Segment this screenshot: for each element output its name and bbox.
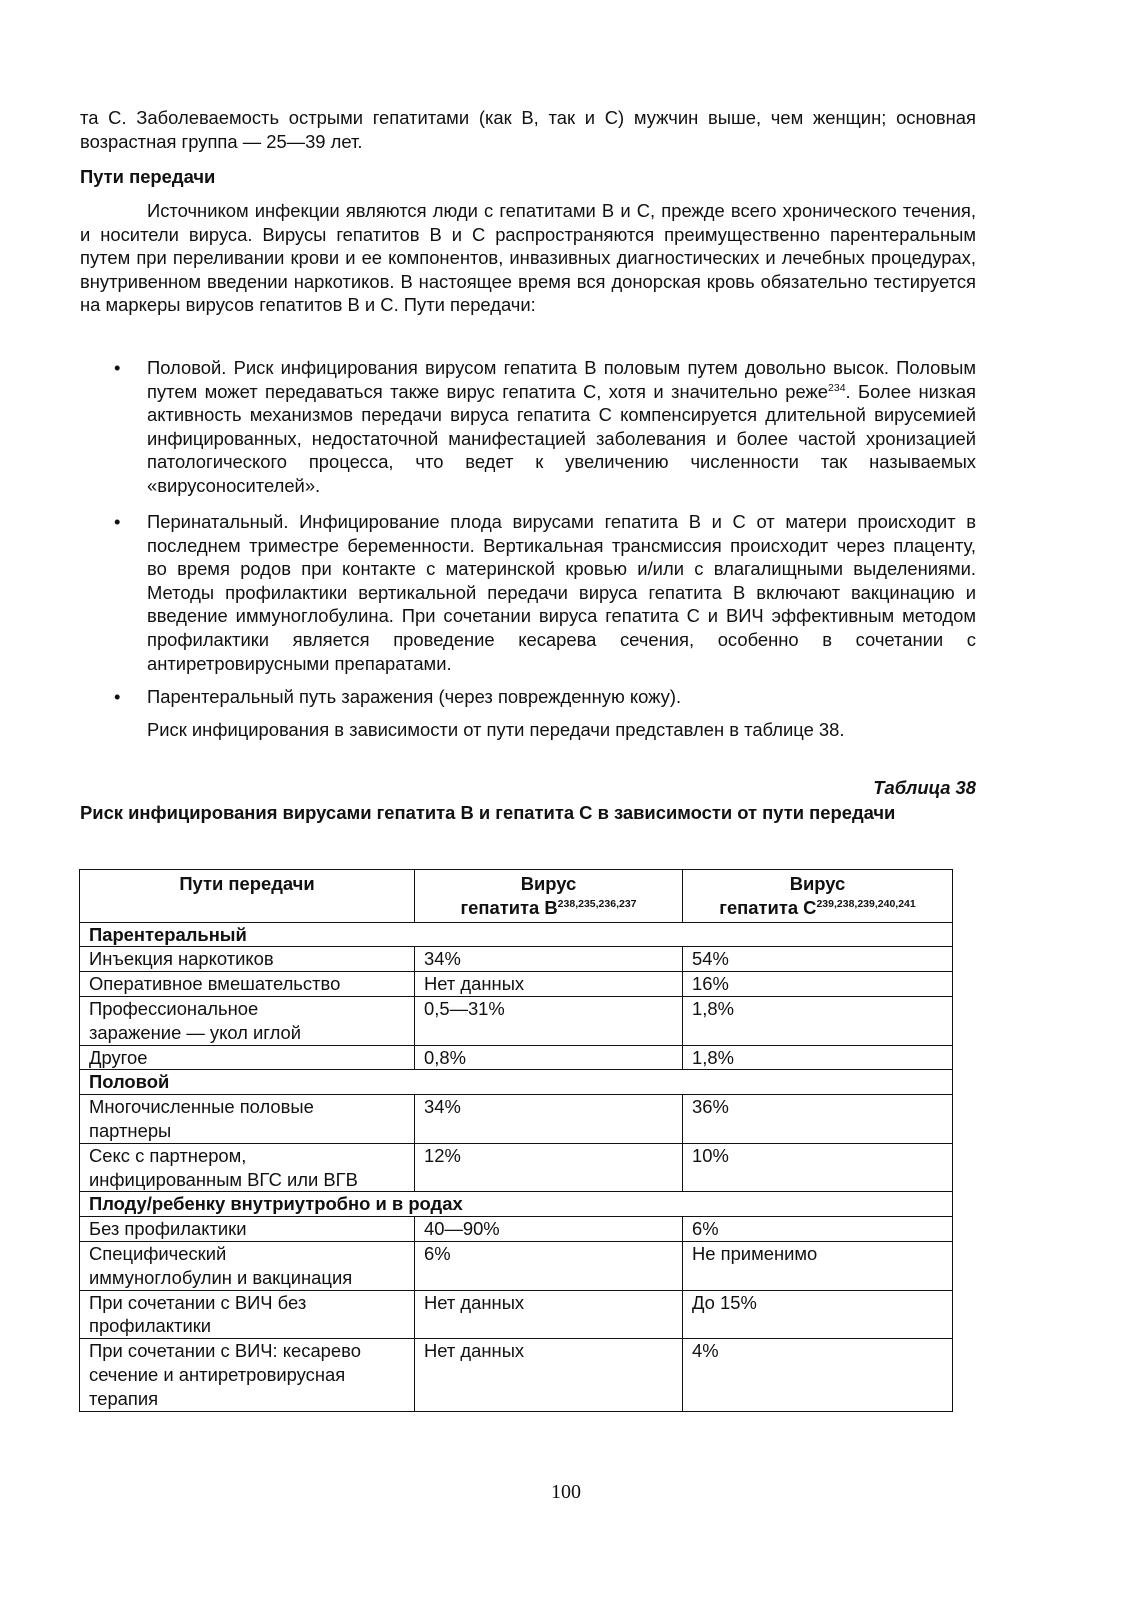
header-route-label: Пути передачи [179, 873, 315, 894]
bullet-item-parenteral [114, 685, 976, 709]
bullet-dot: • [114, 686, 121, 707]
table-row [80, 1217, 953, 1242]
route-cell: Специфический иммуноглобулин и вакцинация [80, 1241, 415, 1290]
section-heading: Пути передачи [80, 166, 216, 187]
route-cell: При сочетании с ВИЧ без профилактики [80, 1290, 415, 1339]
route-cell: Профессиональное заражение — укол иглой [80, 996, 415, 1045]
hbv-risk-cell: 0,8% [415, 1045, 683, 1070]
table-title: Риск инфицирования вирусами гепатита В и гепатита С в зависимости от пути передачи [80, 802, 896, 823]
table-group-row [80, 922, 953, 947]
table-row [80, 947, 953, 972]
risk-table [79, 869, 953, 1412]
table-body [80, 922, 953, 1411]
hbv-risk-cell: Нет данных [415, 1290, 683, 1339]
hcv-risk-cell: До 15% [683, 1290, 953, 1339]
hbv-risk-cell: Нет данных [415, 1339, 683, 1411]
route-cell: Оперативное вмешательство [80, 972, 415, 997]
hbv-risk-cell: 12% [415, 1143, 683, 1192]
hcv-risk-cell: 1,8% [683, 996, 953, 1045]
bullet-item-perinatal [114, 510, 976, 675]
bullet-text: Перинатальный. Инфицирование плода вирусами гепатита В и С от матери происходит в последнем триместре беременности. Вертикальная трансмиссия происходит через плаценту, во время родов при контакте с материнской кровью и/или с влагалищными выделениями. Методы профилактики вертикальной передачи вируса гепатита В включают вакцинацию и введение иммуноглобулина. При сочетании вируса гепатита С и ВИЧ эффективным методом профилактики является проведение кесарева сечения, особенно в сочетании с антиретровирусными препаратами. [147, 511, 976, 674]
table-group-row [80, 1192, 953, 1217]
bullet-text: Парентеральный путь заражения (через поврежденную кожу). [147, 686, 682, 707]
header-hbv-line2: гепатита В [460, 896, 558, 918]
route-cell: Инъекция наркотиков [80, 947, 415, 972]
table-row [80, 1095, 953, 1144]
hbv-risk-cell: 0,5—31% [415, 996, 683, 1045]
header-hcv-line2: гепатита С [719, 896, 817, 918]
bullet-dot: • [114, 511, 121, 532]
bullet-item-sexual [114, 356, 977, 498]
bullet-text: Половой. Риск инфицирования вирусом гепатита В половым путем довольно высок. Половым путем может передаваться также вирус гепатита С, хотя и значительно реже [147, 357, 976, 402]
hcv-risk-cell: 16% [683, 972, 953, 997]
table-row [80, 1045, 953, 1070]
table-group-row [80, 1070, 953, 1095]
table-row [80, 1143, 953, 1192]
header-hcv-refs: 239,238,239,240,241 [816, 897, 916, 910]
header-hcv [683, 870, 953, 923]
header-hbv-line1: Вирус [520, 873, 577, 894]
hcv-risk-cell: 6% [683, 1217, 953, 1242]
hbv-risk-cell: 34% [415, 1095, 683, 1144]
table-row [80, 1290, 953, 1339]
bullet-text-cont: . Более низкая активность механизмов передачи вируса гепатита С компенсируется длительной вирусемией инфицированных, недостаточной манифестацией заболевания и более частой хронизацией патологического процесса, что ведет к увеличению численности так называемых «вирусоносителей». [147, 380, 977, 496]
table-caption: Таблица 38 [873, 777, 976, 798]
route-cell: Другое [80, 1045, 415, 1070]
hbv-risk-cell: 40—90% [415, 1217, 683, 1242]
hbv-risk-cell: 34% [415, 947, 683, 972]
hcv-risk-cell: 1,8% [683, 1045, 953, 1070]
route-cell: При сочетании с ВИЧ: кесарево сечение и антиретровирусная терапия [80, 1339, 415, 1411]
table-row [80, 972, 953, 997]
header-hbv [415, 870, 683, 923]
table-reference-sentence: Риск инфицирования в зависимости от пути передачи представлен в таблице 38. [147, 719, 845, 740]
hbv-risk-cell: 6% [415, 1241, 683, 1290]
hcv-risk-cell: 4% [683, 1339, 953, 1411]
group-title: Плоду/ребенку внутриутробно и в родах [80, 1192, 953, 1217]
table-row [80, 1241, 953, 1290]
header-hbv-refs: 238,235,236,237 [557, 897, 637, 910]
route-cell: Секс с партнером, инфицированным ВГС или ВГВ [80, 1143, 415, 1192]
route-cell: Многочисленные половые партнеры [80, 1095, 415, 1144]
table-header-row [80, 870, 953, 923]
intro-paragraph: та С. Заболеваемость острыми гепатитами (как В, так и С) мужчин выше, чем женщин; основная возрастная группа — 25—39 лет. [80, 107, 976, 152]
group-title: Половой [80, 1070, 953, 1095]
bullet-dot: • [114, 357, 121, 378]
source-paragraph: Источником инфекции являются люди с гепатитами В и С, прежде всего хронического течения, и носители вируса. Вирусы гепатитов В и С распространяются преимущественно парентеральным путем при переливании крови и ее компонентов, инвазивных диагностических и лечебных процедурах, внутривенном введении наркотиков. В настоящее время вся донорская кровь обязательно тестируется на маркеры вирусов гепатитов В и С. Пути передачи: [80, 200, 976, 316]
group-title: Парентеральный [80, 922, 953, 947]
table-row [80, 996, 953, 1045]
header-hcv-line1: Вирус [789, 873, 846, 894]
table-row [80, 1339, 953, 1411]
hcv-risk-cell: 54% [683, 947, 953, 972]
footnote-ref: 234 [828, 381, 846, 394]
header-route [80, 870, 415, 923]
hcv-risk-cell: 10% [683, 1143, 953, 1192]
hcv-risk-cell: 36% [683, 1095, 953, 1144]
hcv-risk-cell: Не применимо [683, 1241, 953, 1290]
hbv-risk-cell: Нет данных [415, 972, 683, 997]
page-number: 100 [551, 1481, 581, 1503]
route-cell: Без профилактики [80, 1217, 415, 1242]
